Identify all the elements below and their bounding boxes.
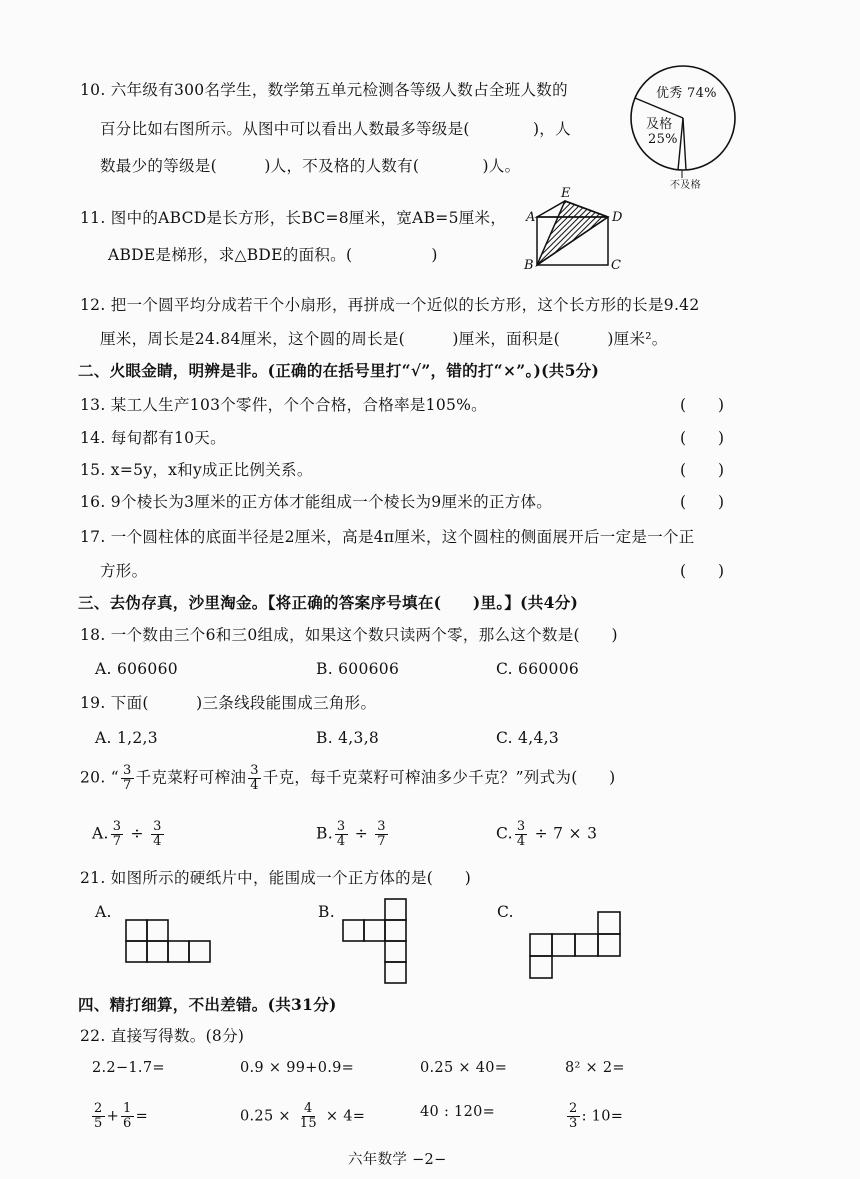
- q10-pie-chart: [628, 56, 738, 196]
- q19-option-c[interactable]: C. 4,4,3: [496, 729, 559, 747]
- judge-13: 13. 某工人生产103个零件，个个合格，合格率是105%。: [80, 396, 487, 414]
- q21-net-a: [126, 920, 214, 970]
- section3-heading: 三、去伪存真，沙里淘金。【将正确的答案序号填在( )里。】(共4分): [78, 593, 579, 612]
- q22-item-7: 40 : 120=: [420, 1104, 496, 1120]
- q21-option-b[interactable]: B.: [318, 903, 335, 921]
- pie-divider-2: [678, 118, 683, 170]
- label-a: A: [526, 210, 536, 225]
- q12-line2: 厘米，周长是24.84厘米，这个圆的周长是( )厘米，面积是( )厘米²。: [100, 330, 668, 348]
- q17-line1: 17. 一个圆柱体的底面半径是2厘米，高是4π厘米，这个圆柱的侧面展开后一定是一个正: [80, 528, 695, 546]
- q12-line1: 12. 把一个圆平均分成若干个小扇形，再拼成一个近似的长方形，这个长方形的长是9.42: [80, 296, 700, 314]
- q18-stem: 18. 一个数由三个6和三0组成，如果这个数只读两个零，那么这个数是( ): [80, 626, 618, 644]
- section4-heading: 四、精打细算，不出差错。(共31分): [78, 995, 337, 1014]
- q22-item-5: $\frac{2}{5}$ + $\frac{1}{6}$ =: [94, 1101, 149, 1131]
- q11-line2: ABDE是梯形，求△BDE的面积。( ): [108, 246, 438, 264]
- q20-fraction-2: $\frac{3}{4}$: [250, 763, 259, 793]
- q22-item-4: 8² × 2=: [565, 1060, 625, 1076]
- q22-stem: 22. 直接写得数。(8分): [80, 1027, 245, 1045]
- label-e: E: [561, 186, 571, 201]
- judge-16: 16. 9个棱长为3厘米的正方体才能组成一个棱长为9厘米的正方体。: [80, 493, 553, 511]
- label-d: D: [612, 210, 623, 225]
- q18-option-a[interactable]: A. 606060: [95, 660, 178, 678]
- q20-fraction-1: $\frac{3}{7}$: [123, 763, 132, 793]
- section2-heading: 二、火眼金睛，明辨是非。(正确的在括号里打“√”，错的打“×”。)(共5分): [78, 361, 600, 380]
- page-footer: 六年数学 −2−: [348, 1152, 447, 1168]
- q20-stem: [80, 764, 616, 793]
- pie-label-bujige: 不及格: [670, 180, 701, 191]
- q21-stem: 21. 如图所示的硬纸片中，能围成一个正方体的是( ): [80, 869, 472, 887]
- q20-mid: 千克菜籽可榨油: [135, 768, 247, 787]
- q19-option-a[interactable]: A. 1,2,3: [95, 729, 158, 747]
- q20-suffix: 千克，每千克菜籽可榨油多少千克？”列式为( ): [262, 768, 616, 787]
- q21-option-a[interactable]: A.: [95, 903, 112, 921]
- judge-15: 15. x=5y，x和y成正比例关系。: [80, 461, 313, 479]
- q18-option-b[interactable]: B. 600606: [316, 660, 400, 678]
- q22-item-2: 0.9 × 99+0.9=: [240, 1060, 355, 1076]
- pie-label-jige-pct: 25%: [648, 132, 678, 147]
- q21-option-c[interactable]: C.: [497, 903, 514, 921]
- judge-16-bracket[interactable]: ( ): [680, 493, 725, 511]
- q20-option-c[interactable]: C. $\frac{3}{4}$ ÷ 7 × 3: [496, 819, 598, 849]
- q21-net-b: [343, 899, 413, 989]
- q20-option-b[interactable]: B. $\frac{3}{4}$ ÷ $\frac{3}{7}$: [316, 819, 386, 849]
- judge-15-bracket[interactable]: ( ): [680, 461, 725, 479]
- q21-net-c: [530, 912, 625, 982]
- q22-item-6: 0.25 × $\frac{4}{15}$ × 4=: [240, 1101, 366, 1131]
- q10-line2: 百分比如右图所示。从图中可以看出人数最多等级是( )，人: [100, 120, 571, 138]
- q10-line1: 10. 六年级有300名学生，数学第五单元检测各等级人数占全班人数的: [80, 81, 568, 99]
- q22-item-3: 0.25 × 40=: [420, 1060, 508, 1076]
- q17-bracket[interactable]: ( ): [680, 562, 725, 580]
- q19-option-b[interactable]: B. 4,3,8: [316, 729, 380, 747]
- q22-item-1: 2.2−1.7=: [92, 1060, 165, 1076]
- judge-13-bracket[interactable]: ( ): [680, 396, 725, 414]
- q17-line2: 方形。: [100, 562, 148, 580]
- pie-label-youxiu: 优秀 74%: [656, 86, 717, 101]
- q11-line1: 11. 图中的ABCD是长方形，长BC=8厘米，宽AB=5厘米，: [80, 209, 507, 227]
- q19-stem: 19. 下面( )三条线段能围成三角形。: [80, 694, 377, 712]
- q22-item-8: $\frac{2}{3}$ : 10=: [569, 1101, 624, 1131]
- pie-divider-3: [683, 118, 686, 170]
- judge-14-bracket[interactable]: ( ): [680, 429, 725, 447]
- judge-14: 14. 每旬都有10天。: [80, 429, 226, 447]
- pie-label-jige: 及格: [646, 117, 673, 132]
- q18-option-c[interactable]: C. 660006: [496, 660, 580, 678]
- q10-line3: 数最少的等级是( )人，不及格的人数有( )人。: [100, 157, 521, 175]
- label-c: C: [611, 258, 622, 273]
- q20-option-a[interactable]: A. $\frac{3}{7}$ ÷ $\frac{3}{4}$: [92, 819, 162, 849]
- label-b: B: [524, 258, 534, 273]
- q20-prefix: 20. “: [80, 768, 120, 787]
